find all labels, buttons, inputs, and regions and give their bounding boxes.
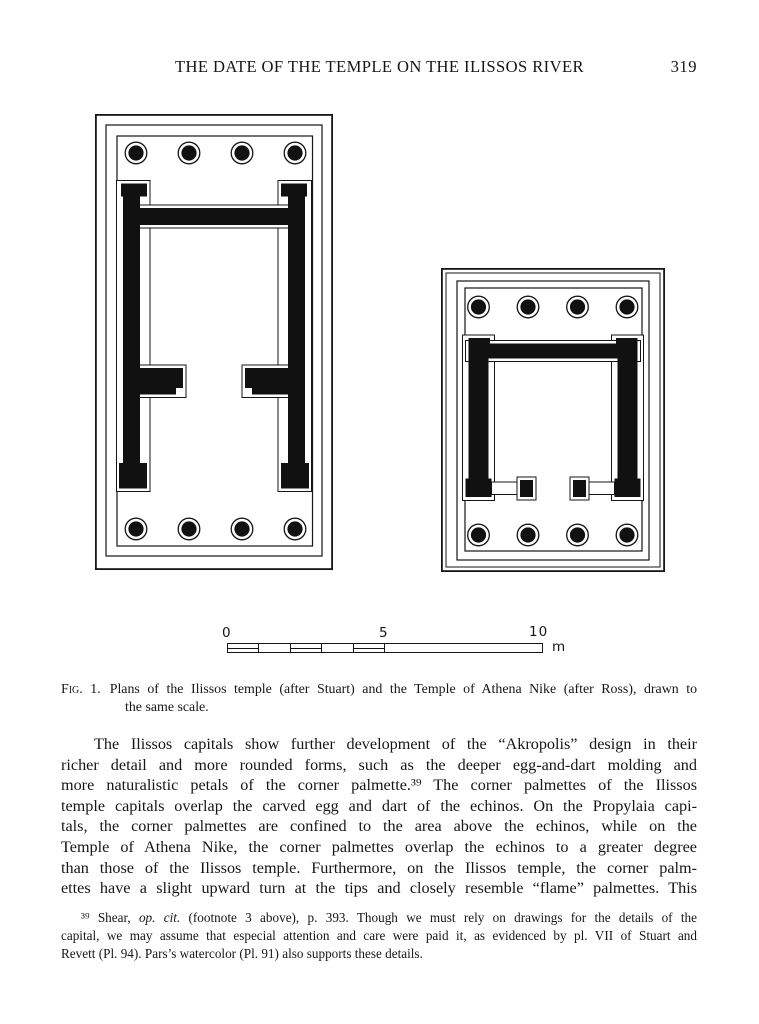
scale-segment — [291, 644, 322, 652]
body-paragraph — [61, 734, 697, 899]
body-line: The Ilissos capitals show further development of the “Akropolis” design in their — [94, 735, 697, 753]
body-line: temple capitals overlap the carved egg and dart of the echinos. On the Propylaia capi- — [61, 796, 697, 815]
body-line: more naturalistic petals of the corner palmette.³⁹ The corner palmettes of the Ilissos — [61, 776, 697, 795]
figure-caption — [61, 681, 697, 717]
page-number: 319 — [670, 57, 697, 76]
body-line: tals, the corner palmettes are confined to the area above the echinos, while on the — [61, 817, 697, 836]
body-line: richer detail and more rounded forms, such as the deeper egg-and-dart molding and — [61, 755, 697, 774]
athena-nike-temple-plan-figure — [441, 268, 665, 572]
wall-contours — [463, 335, 644, 501]
footnote-marker-and-author: ³⁹ Shear, — [81, 910, 139, 925]
scale-segment — [322, 644, 353, 652]
body-line: Temple of Athena Nike, the corner palmettes overlap the echinos to a greater degree — [61, 837, 697, 856]
caption-line: the same scale. — [125, 700, 209, 715]
figure-caption-label: Fig. 1. — [61, 682, 101, 697]
scale-label-10: 10 — [529, 624, 549, 640]
scale-segment — [228, 644, 259, 652]
scale-label-0: 0 — [222, 625, 232, 641]
footnote-text: (footnote 3 above), p. 393. Though we must rely on drawings for the details of the — [180, 910, 697, 925]
scale-bar — [227, 643, 543, 653]
wall-contours — [117, 181, 312, 492]
caption-line — [61, 681, 697, 699]
scale-segment — [259, 644, 290, 652]
body-line: than those of the Ilissos temple. Furthermore, on the Ilissos temple, the corner palm- — [61, 858, 697, 877]
footnote-citation-italic: op. cit. — [138, 910, 181, 925]
footnote-line: Revett (Pl. 94). Pars’s watercolor (Pl. 91) also supports these details. — [61, 946, 423, 962]
scale-segment — [354, 644, 385, 652]
caption-text: Plans of the Ilissos temple (after Stuart) and the Temple of Athena Nike (after Ross), drawn to — [109, 682, 698, 697]
body-line: ettes have a slight upward turn at the tips and closely resemble “flame” palmettes. This — [61, 879, 697, 898]
scale-segment — [385, 644, 542, 652]
running-head-title: THE DATE OF THE TEMPLE ON THE ILISSOS RIVER — [175, 57, 584, 76]
footnote-line: capital, we may assume that especial attention and care were paid it, as evidenced by pl. VII of Stuart and — [61, 928, 697, 944]
footnote — [61, 909, 697, 964]
scale-label-5: 5 — [379, 625, 389, 641]
footnote-line — [61, 909, 697, 927]
ilissos-temple-plan-figure — [95, 114, 333, 570]
scale-unit-label: m — [552, 639, 567, 655]
